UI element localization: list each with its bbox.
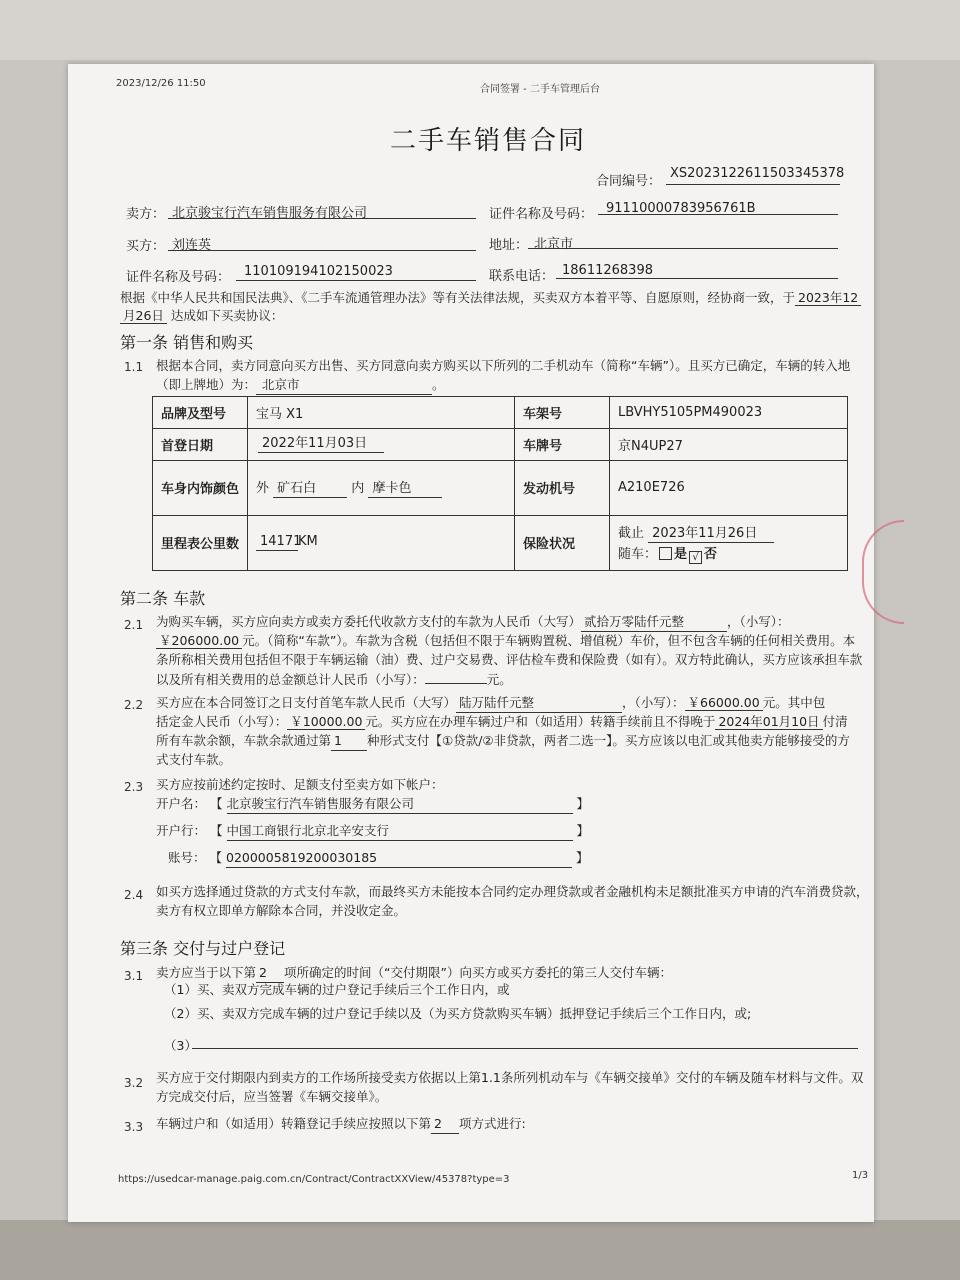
insurance-date: 2023年11月26日 xyxy=(648,526,774,543)
buyer-id-label: 证件名称及号码： xyxy=(126,270,231,285)
brand-value: 宝马 X1 xyxy=(248,397,515,429)
buyer-addr-underline xyxy=(528,248,838,249)
article1-title: 第一条 销售和购买 xyxy=(120,333,254,352)
clause-2-1-line4: 以及所有相关费用的总金额总计人民币（小写）： 元。 xyxy=(156,669,512,689)
insurance-label: 保险状况 xyxy=(515,515,610,570)
exterior-color: 矿石白 xyxy=(273,481,347,498)
clause-3-1-intro: 卖方应当于以下第 2 项所确定的时间（“交付期限”）向买方或买方委托的第三人交付车辆： xyxy=(156,963,672,983)
engine-label: 发动机号 xyxy=(515,461,610,515)
article2-title: 第二条 车款 xyxy=(120,589,206,608)
clause-2-3-intro: 买方应按前述约定按时、足额支付至卖方如下帐户： xyxy=(156,777,444,792)
plate-value: 京N4UP27 xyxy=(610,429,848,461)
buyer-label: 买方： xyxy=(126,239,166,254)
clause-2-3-number: 2.3 xyxy=(124,780,144,794)
footer-url: https://usedcar-manage.paig.com.cn/Contract/ContractXXView/45378?type=3 xyxy=(118,1174,510,1185)
seller-id-label: 证件名称及号码： xyxy=(489,207,594,222)
color-cell: 外 矿石白 内 摩卡色 xyxy=(248,461,515,515)
intro-line1: 根据《中华人民共和国民法典》、《二手车流通管理办法》等有关法律法规，买卖双方本着平等、自愿原则，经协商一致，于 2023年12 xyxy=(120,288,861,307)
reg-date-value: 2022年11月03日 xyxy=(258,436,384,453)
color-label: 车身内饰颜色 xyxy=(153,461,248,515)
vehicle-info-table xyxy=(152,396,848,571)
contract-no-underline xyxy=(666,184,840,185)
mileage-label: 里程表公里数 xyxy=(153,515,248,570)
clause-3-3-text: 车辆过户和（如适用）转籍登记手续应按照以下第 2 项方式进行: xyxy=(156,1114,526,1134)
buyer-phone-label: 联系电话： xyxy=(489,269,555,284)
print-datetime: 2023/12/26 11:50 xyxy=(116,78,206,89)
delivery-option-3: （3） xyxy=(164,1038,197,1053)
clause-1-1-text: 根据本合同，卖方同意向买方出售、买方同意向卖方购买以下所列的二手机动车（简称“车辆”）。且买方已确定，车辆的转入地 xyxy=(156,358,851,373)
buyer-value: 刘连英 xyxy=(172,238,212,253)
clause-2-1-line3: 条所称相关费用包括但不限于车辆运输（油）费、过户交易费、评估检车费和保险费（如有）。双方特此确认，买方应该承担车款 xyxy=(156,652,863,667)
seller-underline xyxy=(168,218,476,219)
delivery-option-2: （2）买、卖双方完成车辆的过户登记手续以及（为买方贷款购买车辆）抵押登记手续后三个工作日内，或; xyxy=(164,1006,752,1021)
clause-2-4-number: 2.4 xyxy=(124,888,144,902)
clause-2-2-line3: 所有车款余额，车款余款通过第 1 种形式支付【①贷款/②非贷款，两者二选一】。买方应该以电汇或其他卖方能够接受的方 xyxy=(156,731,850,751)
buyer-id-underline xyxy=(236,280,476,281)
buyer-phone-value: 18611268398 xyxy=(562,263,653,278)
clause-1-1-text2: （即上牌地）为： 北京市 。 xyxy=(156,375,445,395)
delivery-option-1: （1）买、卖双方完成车辆的过户登记手续后三个工作日内，或 xyxy=(164,982,510,997)
seller-id-underline xyxy=(598,214,838,215)
engine-value: A210E726 xyxy=(610,461,848,515)
reg-date-label: 首登日期 xyxy=(153,429,248,461)
intro-line2: 月26日 达成如下买卖协议： xyxy=(120,306,283,325)
clause-2-1-line1: 为购买车辆，买方应向卖方或卖方委托代收款方支付的车款为人民币（大写） 贰拾万零陆仟元整 ，（小写）： xyxy=(156,612,790,632)
buyer-id-value: 110109194102150023 xyxy=(244,264,393,279)
reg-date-cell xyxy=(248,429,515,461)
background-top xyxy=(0,0,960,60)
bank-row: 开户行： 【 中国工商银行北京北辛安支行 】 xyxy=(156,821,589,841)
document-title: 二手车销售合同 xyxy=(390,126,587,156)
clause-1-1-number: 1.1 xyxy=(124,360,144,374)
contract-no-label: 合同编号： xyxy=(596,174,662,189)
checkbox-no-checked: √ xyxy=(689,551,702,564)
buyer-addr-value: 北京市 xyxy=(534,237,574,252)
clause-2-1-line2: ￥206000.00 元。（简称“车款”）。车款为含税（包括但不限于车辆购置税、增值税）车价，但不包含车辆的任何相关费用。本 xyxy=(156,631,855,650)
clause-2-2-line4: 式支付车款。 xyxy=(156,752,232,767)
background-bottom xyxy=(0,1220,960,1280)
clause-2-2-number: 2.2 xyxy=(124,698,144,712)
buyer-underline xyxy=(168,250,476,251)
article3-title: 第三条 交付与过户登记 xyxy=(120,939,286,958)
buyer-addr-label: 地址： xyxy=(489,238,529,253)
checkbox-yes xyxy=(659,547,672,560)
account-number-row: 账号： 【 0200005819200030185 】 xyxy=(168,848,589,868)
clause-2-2-line2: 括定金人民币（小写）： ￥10000.00 元。买方应在办理车辆过户和（如适用）转籍手续前且不得晚于 2024年01月10日 付清 xyxy=(156,714,848,729)
insurance-cell: 截止 2023年11月26日 随车： 是 √ 否 xyxy=(610,515,848,570)
vin-label: 车架号 xyxy=(515,397,610,429)
plate-label: 车牌号 xyxy=(515,429,610,461)
clause-3-3-number: 3.3 xyxy=(124,1120,144,1134)
seller-value: 北京骏宝行汽车销售服务有限公司 xyxy=(172,206,368,221)
mileage-value: 14171 xyxy=(256,534,298,551)
clause-3-2-line2: 方完成交付后，应当签署《车辆交接单》。 xyxy=(156,1089,388,1104)
print-page-title: 合同签署 - 二手车管理后台 xyxy=(480,84,600,95)
delivery-option-3-underline xyxy=(192,1048,858,1049)
footer-page-number: 1/3 xyxy=(852,1170,869,1181)
clause-3-1-number: 3.1 xyxy=(124,969,144,983)
vin-value: LBVHY5105PM490023 xyxy=(610,397,848,429)
clause-2-4-line1: 如买方选择通过贷款的方式支付车款，而最终买方未能按本合同约定办理贷款或者金融机构未足额批准买方申请的汽车消费贷款， xyxy=(156,884,869,899)
account-name-row: 开户名： 【 北京骏宝行汽车销售服务有限公司 】 xyxy=(156,794,589,814)
clause-2-2-line1: 买方应在本合同签订之日支付首笔车款人民币（大写） 陆万陆仟元整 ，（小写）： ￥66000.00 元。其中包 xyxy=(156,693,825,713)
clause-2-1-number: 2.1 xyxy=(124,618,144,632)
seller-id-value: 91110000783956761B xyxy=(606,201,756,216)
clause-2-4-line2: 卖方有权立即单方解除本合同，并没收定金。 xyxy=(156,903,407,918)
clause-3-2-line1: 买方应于交付期限内到卖方的工作场所接受卖方依据以上第1.1条所列机动车与《车辆交接单》交付的车辆及随车材料与文件。双 xyxy=(156,1070,864,1085)
mileage-cell: 14171KM xyxy=(248,515,515,570)
clause-3-2-number: 3.2 xyxy=(124,1076,144,1090)
interior-color: 摩卡色 xyxy=(368,481,442,498)
brand-label: 品牌及型号 xyxy=(153,397,248,429)
contract-no-value: XS2023122611503345378 xyxy=(670,166,845,181)
seller-label: 卖方： xyxy=(126,207,166,222)
buyer-phone-underline xyxy=(556,278,838,279)
